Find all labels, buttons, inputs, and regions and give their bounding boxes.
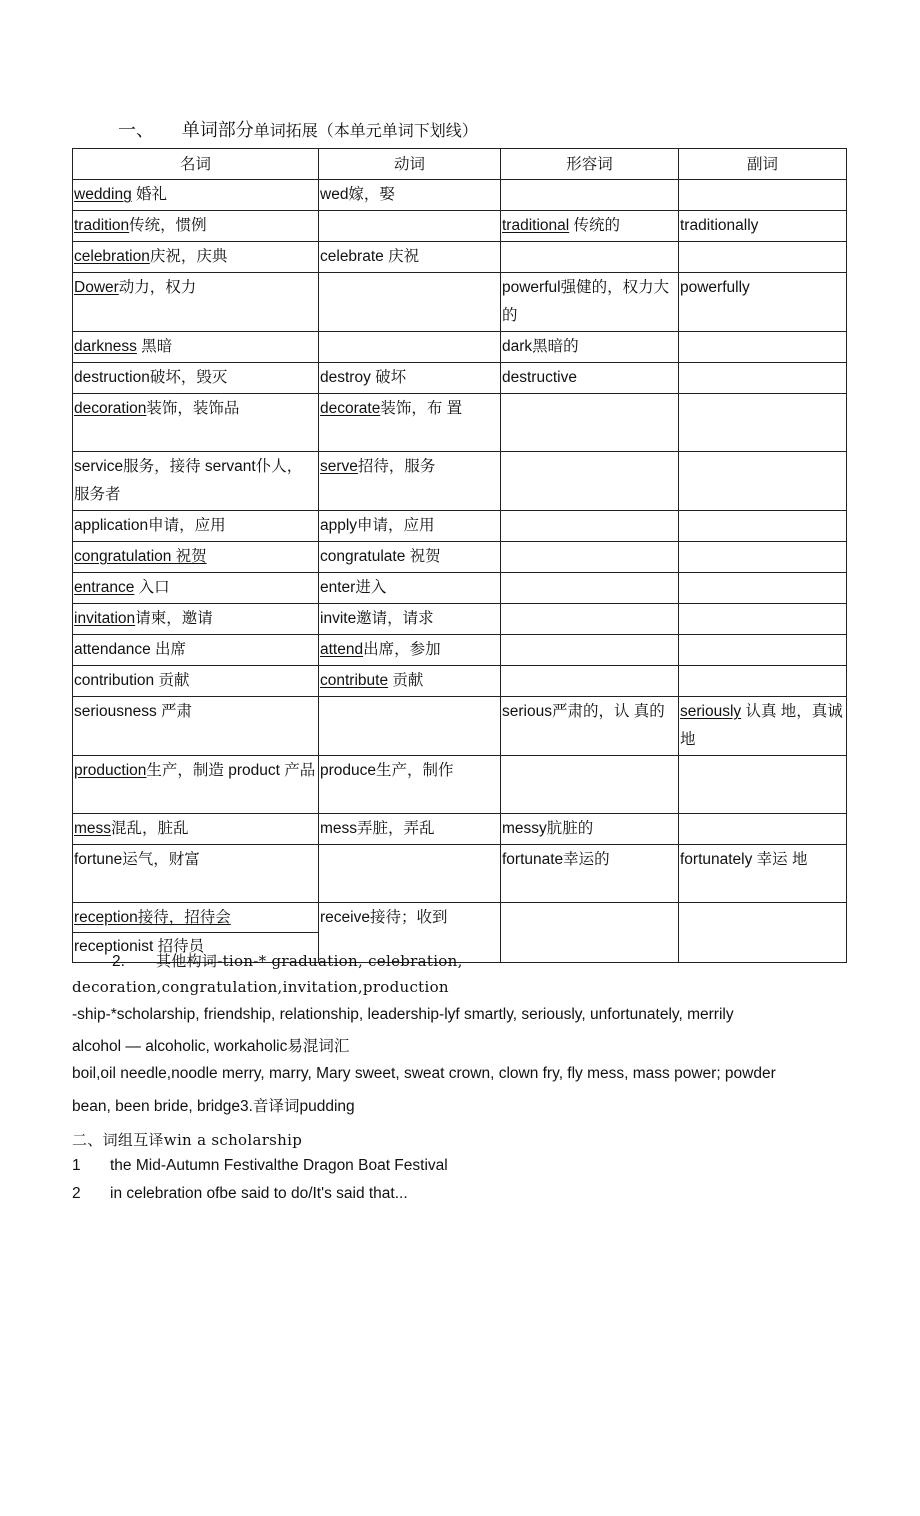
noun-cell [73,542,319,573]
cell-text: 装饰，布 置 [380,400,463,417]
adjective-cell [501,635,679,666]
header-adjective: 形容词 [501,149,679,180]
heading-title: 单词部分 [181,120,254,141]
adjective-cell [501,452,679,511]
cell-text: seriousness 严肃 [74,703,193,720]
cell-text: 认真 地，真诚地 [680,703,843,748]
item-number: 2. [112,953,125,970]
cell-text: celebrate 庆祝 [320,248,420,265]
adjective-cell [501,903,679,963]
noun-cell [73,604,319,635]
adjective-cell [501,604,679,635]
heading-subtitle: 单词拓展（本单元单词下划线） [253,121,478,140]
adverb-cell [679,542,847,573]
cell-text: 出席，参加 [363,641,441,658]
verb-cell [319,666,501,697]
adverb-cell [679,180,847,211]
tion-words-line: decoration,congratulation,invitation,production [72,978,449,996]
noun-cell [73,211,319,242]
adverb-cell [679,332,847,363]
verb-cell [319,814,501,845]
noun-cell [73,394,319,452]
noun-cell [73,242,319,273]
table-row [73,242,847,273]
header-noun: 名词 [73,149,319,180]
adverb-cell [679,845,847,903]
table-row [73,814,847,845]
ship-ly-words-line: -ship-*scholarship, friendship, relationship, leadership-lyf smartly, seriously, unfortunately, merrily [72,1006,734,1023]
header-verb: 动词 [319,149,501,180]
section2-title: 二、词组互译win a scholarship [72,1131,303,1149]
table-row [73,697,847,756]
header-adverb: 副词 [679,149,847,180]
cell-extra-text: receptionist 招待员 [74,938,205,955]
verb-cell [319,542,501,573]
noun-cell [73,452,319,511]
cell-text: receive接待；收到 [320,909,448,926]
table-row [73,542,847,573]
cell-text: 传统，惯例 [129,217,207,234]
table-row [73,845,847,903]
aholic-words-line: alcohol — alcoholic, workaholic易混词汇 [72,1038,350,1055]
table-row [73,363,847,394]
noun-cell [73,332,319,363]
adverb-cell [679,394,847,452]
verb-cell [319,452,501,511]
vocabulary-table [72,148,847,963]
adjective-cell [501,511,679,542]
verb-cell [319,756,501,814]
underlined-word: decorate [320,400,381,417]
verb-cell [319,180,501,211]
underlined-word: congratulation 祝贺 [74,548,207,565]
noun-cell [73,180,319,211]
adverb-cell [679,604,847,635]
cell-text: powerful强健的，权力大的 [502,279,670,324]
underlined-word: celebration [74,248,150,265]
verb-cell [319,845,501,903]
adverb-cell [679,511,847,542]
cell-text: fortunate幸运的 [502,851,610,868]
confusable-words-line-2: bean, been bride, bridge3.音译词pudding [72,1098,355,1115]
verb-cell [319,211,501,242]
adjective-cell [501,363,679,394]
noun-cell [73,573,319,604]
underlined-word: darkness [74,338,137,355]
verb-cell [319,697,501,756]
word-formation-item [72,950,463,971]
noun-cell [73,666,319,697]
underlined-word: decoration [74,400,147,417]
underlined-word: contribute [320,672,389,689]
adverb-cell [679,273,847,332]
adjective-cell [501,242,679,273]
table-row [73,452,847,511]
cell-text: 动力，权力 [118,279,197,296]
adverb-cell [679,452,847,511]
noun-cell [73,511,319,542]
adverb-cell [679,697,847,756]
cell-text: produce生产，制作 [320,762,454,779]
adjective-cell [501,756,679,814]
cell-text: fortune运气，财富 [74,851,200,868]
cell-text: fortunately 幸运 地 [680,851,808,868]
table-row [73,511,847,542]
underlined-word: Dower [74,279,119,296]
cell-text: 庆祝，庆典 [149,248,228,265]
underlined-word: traditional [502,217,570,234]
table-row [73,332,847,363]
noun-cell [73,273,319,332]
heading-number: 一、 [118,120,154,141]
verb-cell [319,635,501,666]
table-row [73,211,847,242]
cell-text: 入口 [134,579,170,596]
verb-cell [319,332,501,363]
table-row [73,573,847,604]
adverb-cell [679,903,847,963]
cell-text: destroy 破坏 [320,369,407,386]
verb-cell [319,363,501,394]
underlined-word: production [74,762,147,779]
cell-text: 招待，服务 [357,458,436,475]
table-row [73,756,847,814]
section-heading [118,116,478,142]
adjective-cell [501,697,679,756]
table-row [73,394,847,452]
cell-text: apply申请，应用 [320,517,435,534]
underlined-word: mess [74,820,112,837]
table-header-row [73,149,847,180]
underlined-word: wedding [74,186,132,203]
underlined-word: invitation [74,610,136,627]
adjective-cell [501,273,679,332]
cell-text: service服务，接待 servant仆人，服务者 [74,458,303,503]
table-body [73,180,847,963]
table-row [73,180,847,211]
adverb-cell [679,666,847,697]
phrase-number: 2 [72,1185,81,1202]
adjective-cell [501,814,679,845]
adjective-cell [501,332,679,363]
underlined-word: tradition [74,217,130,234]
adjective-cell [501,394,679,452]
cell-text: application申请，应用 [74,517,226,534]
cell-text: 装饰，装饰品 [146,400,240,417]
phrase-text: the Mid-Autumn Festivalthe Dragon Boat Festival [110,1157,448,1174]
cell-text: congratulate 祝贺 [320,548,441,565]
adjective-cell [501,845,679,903]
table-row [73,635,847,666]
verb-cell [319,511,501,542]
adjective-cell [501,211,679,242]
verb-cell [319,394,501,452]
noun-cell [73,845,319,903]
cell-text: traditionally [680,217,759,234]
adverb-cell [679,814,847,845]
adjective-cell [501,666,679,697]
phrase-number: 1 [72,1157,81,1174]
cell-text: powerfully [680,279,750,296]
cell-text: 混乱，脏乱 [111,820,189,837]
verb-cell [319,604,501,635]
cell-text: enter进入 [320,579,387,596]
cell-text: destructive [502,369,577,386]
cell-text: 传统的 [569,217,621,234]
adverb-cell [679,635,847,666]
table-row [73,666,847,697]
verb-cell [319,242,501,273]
adverb-cell [679,573,847,604]
underlined-word: attend [320,641,364,658]
cell-text: contribution 贡献 [74,672,190,689]
underlined-word: serve [320,458,358,475]
underlined-word: entrance [74,579,135,596]
phrase-text: in celebration ofbe said to do/It's said that... [110,1185,408,1202]
adverb-cell [679,242,847,273]
verb-cell [319,273,501,332]
cell-text: invite邀请，请求 [320,610,434,627]
cell-text: messy肮脏的 [502,820,594,837]
noun-cell [73,697,319,756]
cell-text: mess弄脏，弄乱 [320,820,435,837]
table-row [73,604,847,635]
adverb-cell [679,211,847,242]
noun-cell [73,363,319,394]
phrase-item-2 [72,1185,408,1203]
adverb-cell [679,363,847,394]
cell-text: 婚礼 [131,186,168,203]
cell-text: serious严肃的，认 真的 [502,703,665,720]
confusable-words-line: boil,oil needle,noodle merry, marry, Mary sweet, sweat crown, clown fry, fly mess, mass power; powder [72,1065,776,1082]
underlined-word: seriously [680,703,742,720]
adjective-cell [501,542,679,573]
phrase-item-1 [72,1157,448,1175]
noun-cell [73,756,319,814]
noun-cell [73,635,319,666]
cell-text: attendance 出席 [74,641,187,658]
cell-text: 生产，制造 product 产品 [146,762,316,779]
item-text: 其他构词-tion-* graduation, celebration, [156,952,463,970]
underlined-word: reception接待，招待会 [74,909,231,926]
adjective-cell [501,180,679,211]
table-row [73,273,847,332]
cell-text: 黑暗 [136,338,173,355]
adverb-cell [679,756,847,814]
cell-text: 请柬，邀请 [135,610,213,627]
cell-text: dark黑暗的 [502,338,579,355]
cell-text: destruction破坏，毁灭 [74,369,228,386]
noun-cell [73,814,319,845]
cell-text: wed嫁，娶 [320,186,395,203]
cell-text: 贡献 [388,672,424,689]
verb-cell [319,573,501,604]
adjective-cell [501,573,679,604]
